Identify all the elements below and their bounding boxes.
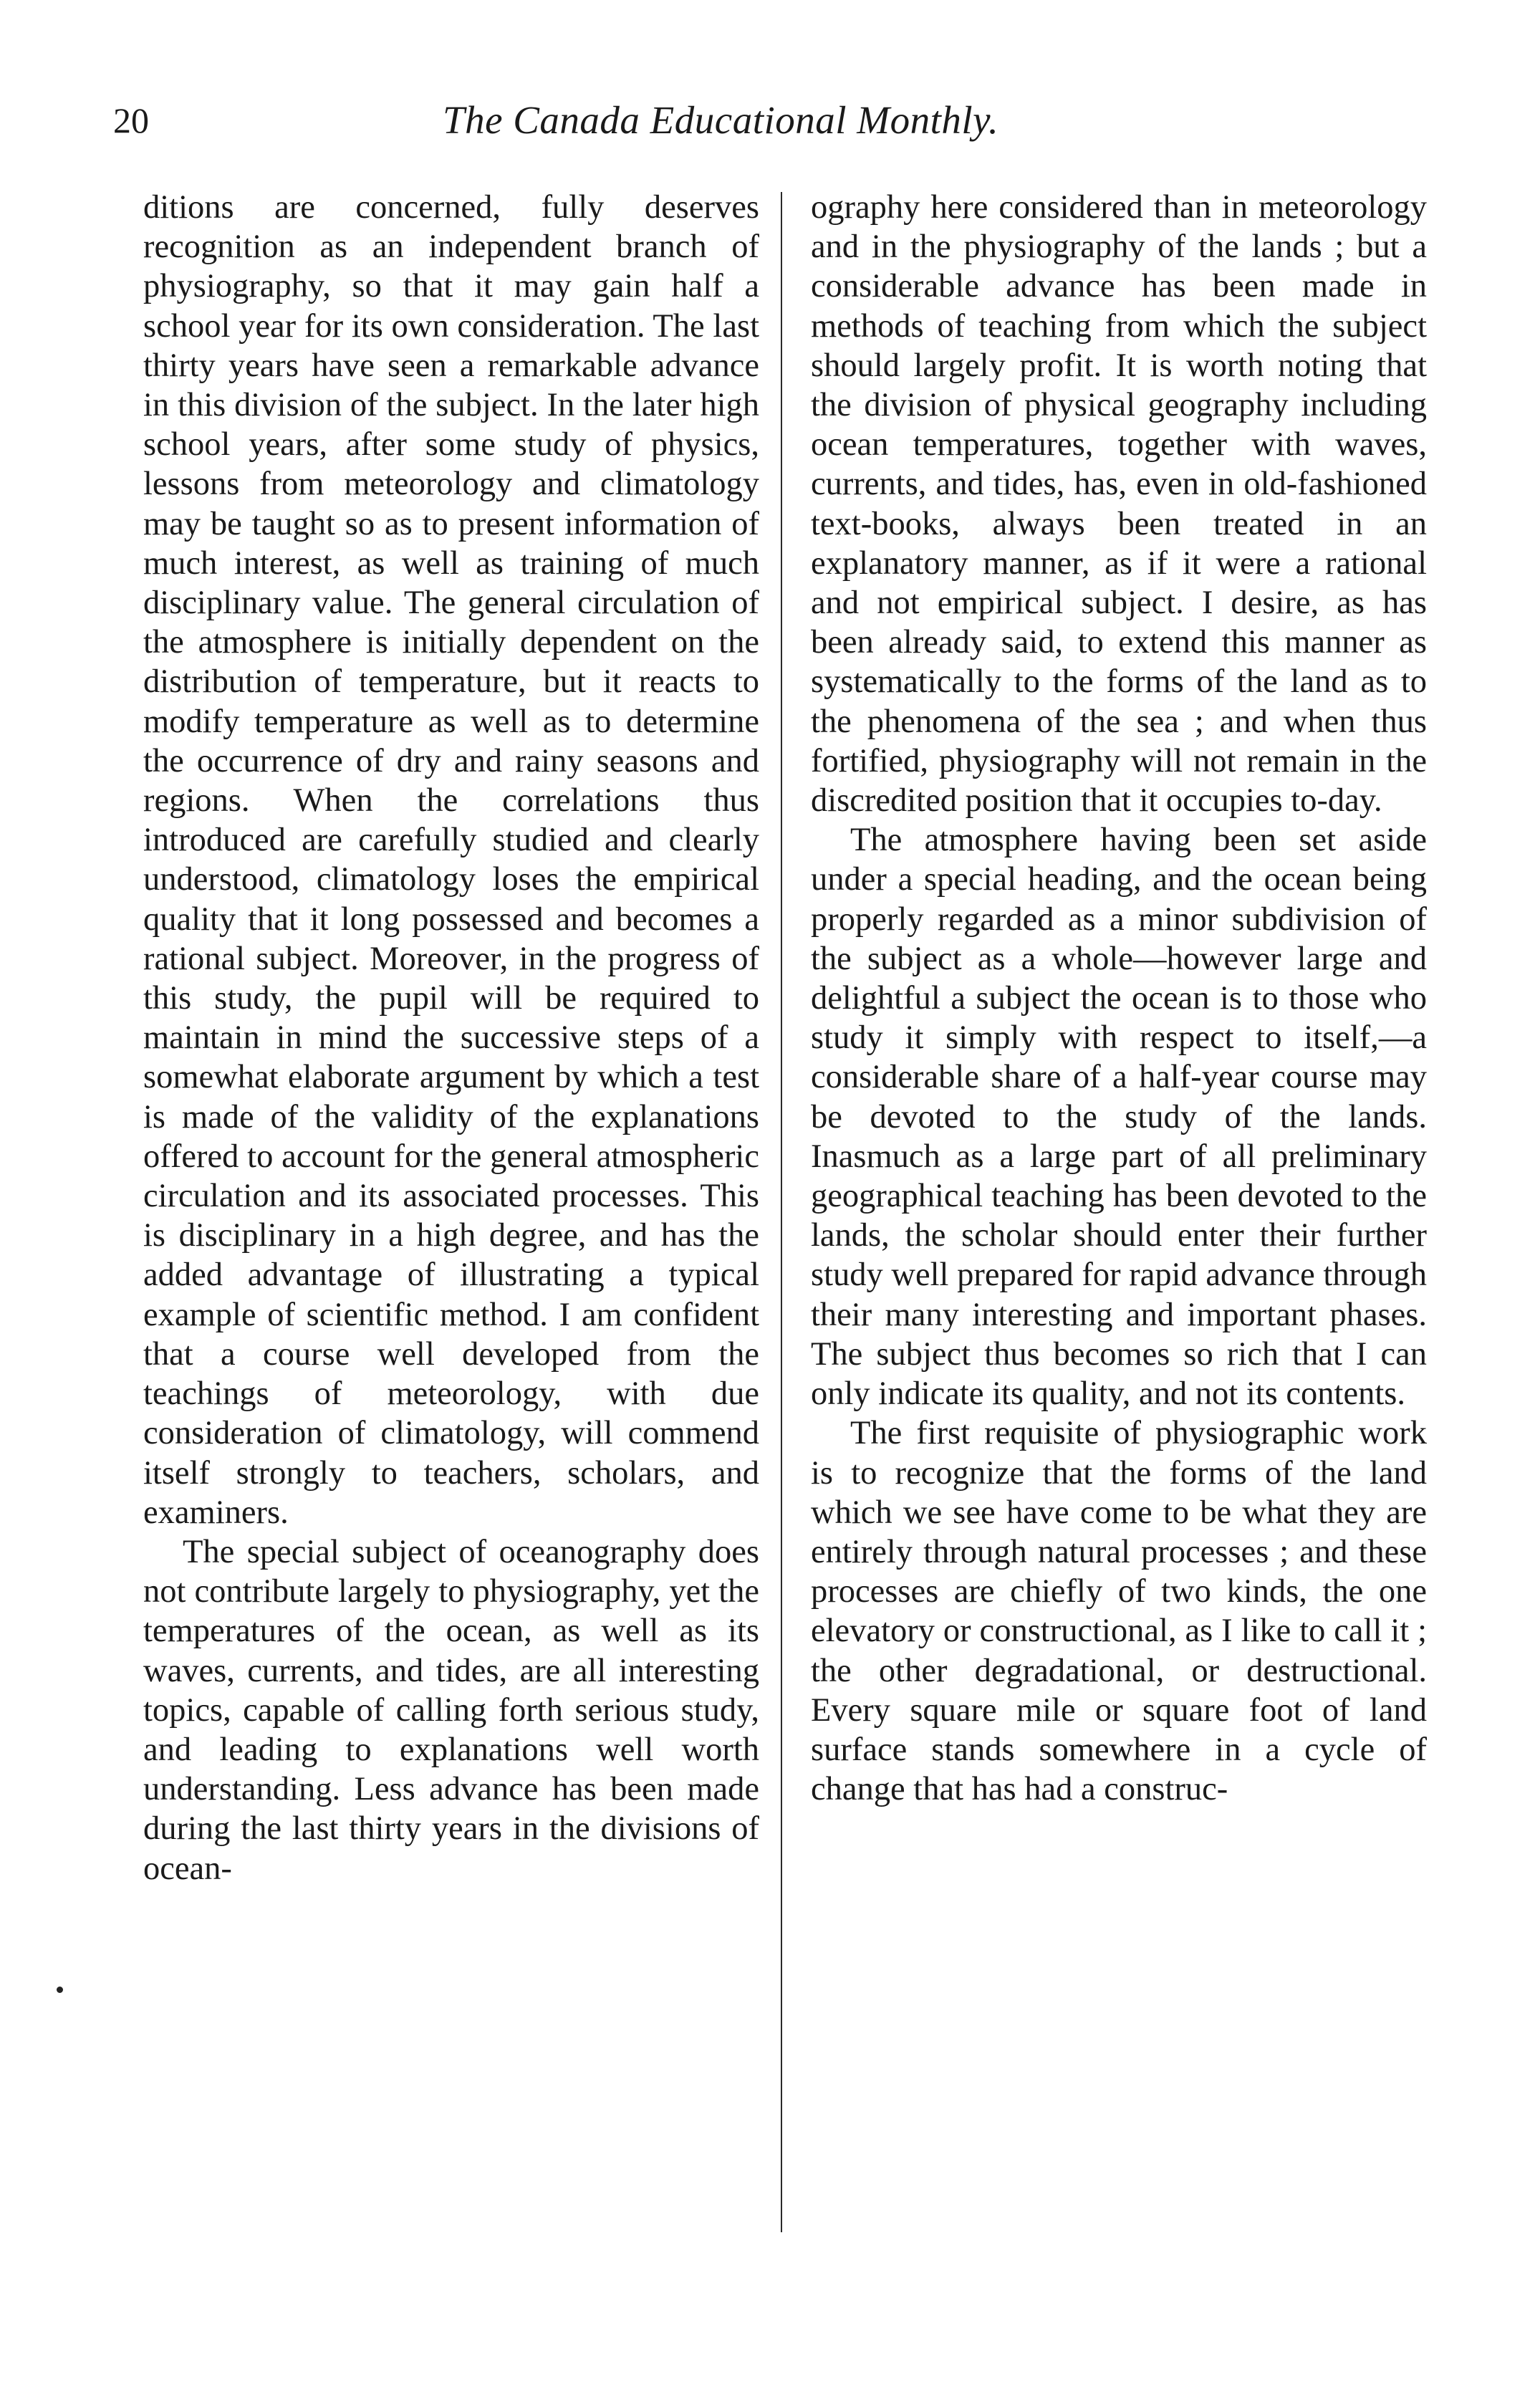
page-header [113,92,1438,149]
right-paragraph-1: ography here considered than in meteorology and in the physiography of the lands ; but a considerable advance has been made in methods of teaching from which the subject should largely profit. It is worth noting that the division of physical geography including ocean temperatures, together with waves, currents, and tides, has, even in old-fashioned text-books, always been treated in an explanatory manner, as if it were a rational and not empirical subject. I desire, as has been already said, to extend this manner as systematically to the forms of the land as to the phenomena of the sea ; and when thus fortified, physiography will not remain in the discredited position that it occupies to-day. [811,189,1427,820]
column-divider [781,192,782,2232]
right-column [811,188,1427,1809]
left-column [143,188,759,1888]
left-paragraph-1: ditions are concerned, fully deserves recognition as an independent branch of physiography, so that it may gain half a school year for its own consideration. The last thirty years have seen a remarkable advance in this division of the subject. In the later high school years, after some study of physics, lessons from meteorology and climatology may be taught so as to present information of much interest, as well as training of much disciplinary value. The general circulation of the atmosphere is initially dependent on the distribution of temperature, but it reacts to modify temperature as well as to determine the occurrence of dry and rainy seasons and regions. When the correlations thus introduced are carefully studied and clearly understood, climatology loses the empirical quality that it long possessed and becomes a rational subject. Moreover, in the progress of this study, the pupil will be required to maintain in mind the successive steps of a somewhat elaborate argument by which a test is made of the validity of the explanations offered to account for the general atmospheric circulation and its associated processes. This is disciplinary in a high degree, and has the added advantage of illustrating a typical example of scientific method. I am confident that a course well developed from the teachings of meteorology, with due consideration of climatology, will commend itself strongly to teachers, scholars, and examiners. [143,189,759,1531]
margin-mark [57,1987,63,1993]
right-paragraph-2: The atmosphere having been set aside under a special heading, and the ocean being properly regarded as a minor subdivision of the subject as a whole—however large and delightful a subject the ocean is to those who study it simply with respect to itself,—a considerable share of a half-year course may be devoted to the study of the lands. Inasmuch as a large part of all preliminary geographical teaching has been devoted to the lands, the scholar should enter their further study well prepared for rapid advance through their many interesting and important phases. The subject thus becomes so rich that I can only indicate its quality, and not its contents. [811,822,1427,1413]
right-paragraph-3: The first requisite of physiographic work is to recognize that the forms of the land which we see have come to be what they are entirely through natural processes ; and these processes are chiefly of two kinds, the one elevatory or constructional, as I like to call it ; the other degradational, or destructional. Every square mile or square foot of land surface stands somewhere in a cycle of change that has had a construc- [811,1415,1427,1808]
running-title: The Canada Educational Monthly. [443,98,999,142]
left-paragraph-2: The special subject of oceanography does not contribute largely to physiography, yet the temperatures of the ocean, as well as its waves, currents, and tides, are all interesting topics, capable of calling forth serious study, and leading to explanations well worth understanding. Less advance has been made during the last thirty years in the divisions of ocean- [143,1533,759,1887]
page-number: 20 [113,100,149,140]
